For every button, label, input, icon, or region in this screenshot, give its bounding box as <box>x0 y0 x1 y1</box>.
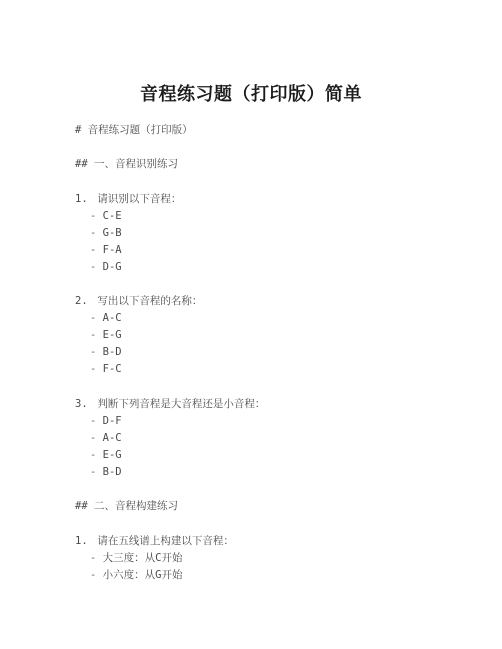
question-1-section2 <box>75 534 234 548</box>
section2-heading: ## 二、音程构建练习 <box>75 500 178 512</box>
question-prompt: 判断下列音程是大音程还是小音程： <box>97 398 266 410</box>
list-item: - D-G <box>90 261 122 273</box>
question-number: 1. <box>75 535 88 547</box>
question-number: 2. <box>75 295 88 307</box>
list-item: - 小六度：从G开始 <box>90 569 183 581</box>
list-item: - E-G <box>90 329 122 341</box>
question-number: 3. <box>75 398 88 410</box>
list-item: - A-C <box>90 432 122 444</box>
section1-heading: ## 一、音程识别练习 <box>75 158 178 170</box>
h1-heading: # 音程练习题（打印版） <box>75 124 193 136</box>
list-item: - 大三度：从C开始 <box>90 552 183 564</box>
list-item: - G-B <box>90 227 122 239</box>
question-3 <box>75 397 265 411</box>
document-title: 音程练习题（打印版）简单 <box>140 84 362 105</box>
list-item: - B-D <box>90 466 122 478</box>
question-prompt: 请在五线谱上构建以下音程： <box>97 535 234 547</box>
list-item: - E-G <box>90 449 122 461</box>
list-item: - F-A <box>90 244 122 256</box>
list-item: - B-D <box>90 346 122 358</box>
question-number: 1. <box>75 193 88 205</box>
question-1 <box>75 192 181 206</box>
question-prompt: 请识别以下音程： <box>97 193 182 205</box>
list-item: - F-C <box>90 363 122 375</box>
list-item: - C-E <box>90 210 122 222</box>
list-item: - D-F <box>90 415 122 427</box>
question-prompt: 写出以下音程的名称： <box>97 295 203 307</box>
list-item: - A-C <box>90 312 122 324</box>
question-2 <box>75 294 202 308</box>
